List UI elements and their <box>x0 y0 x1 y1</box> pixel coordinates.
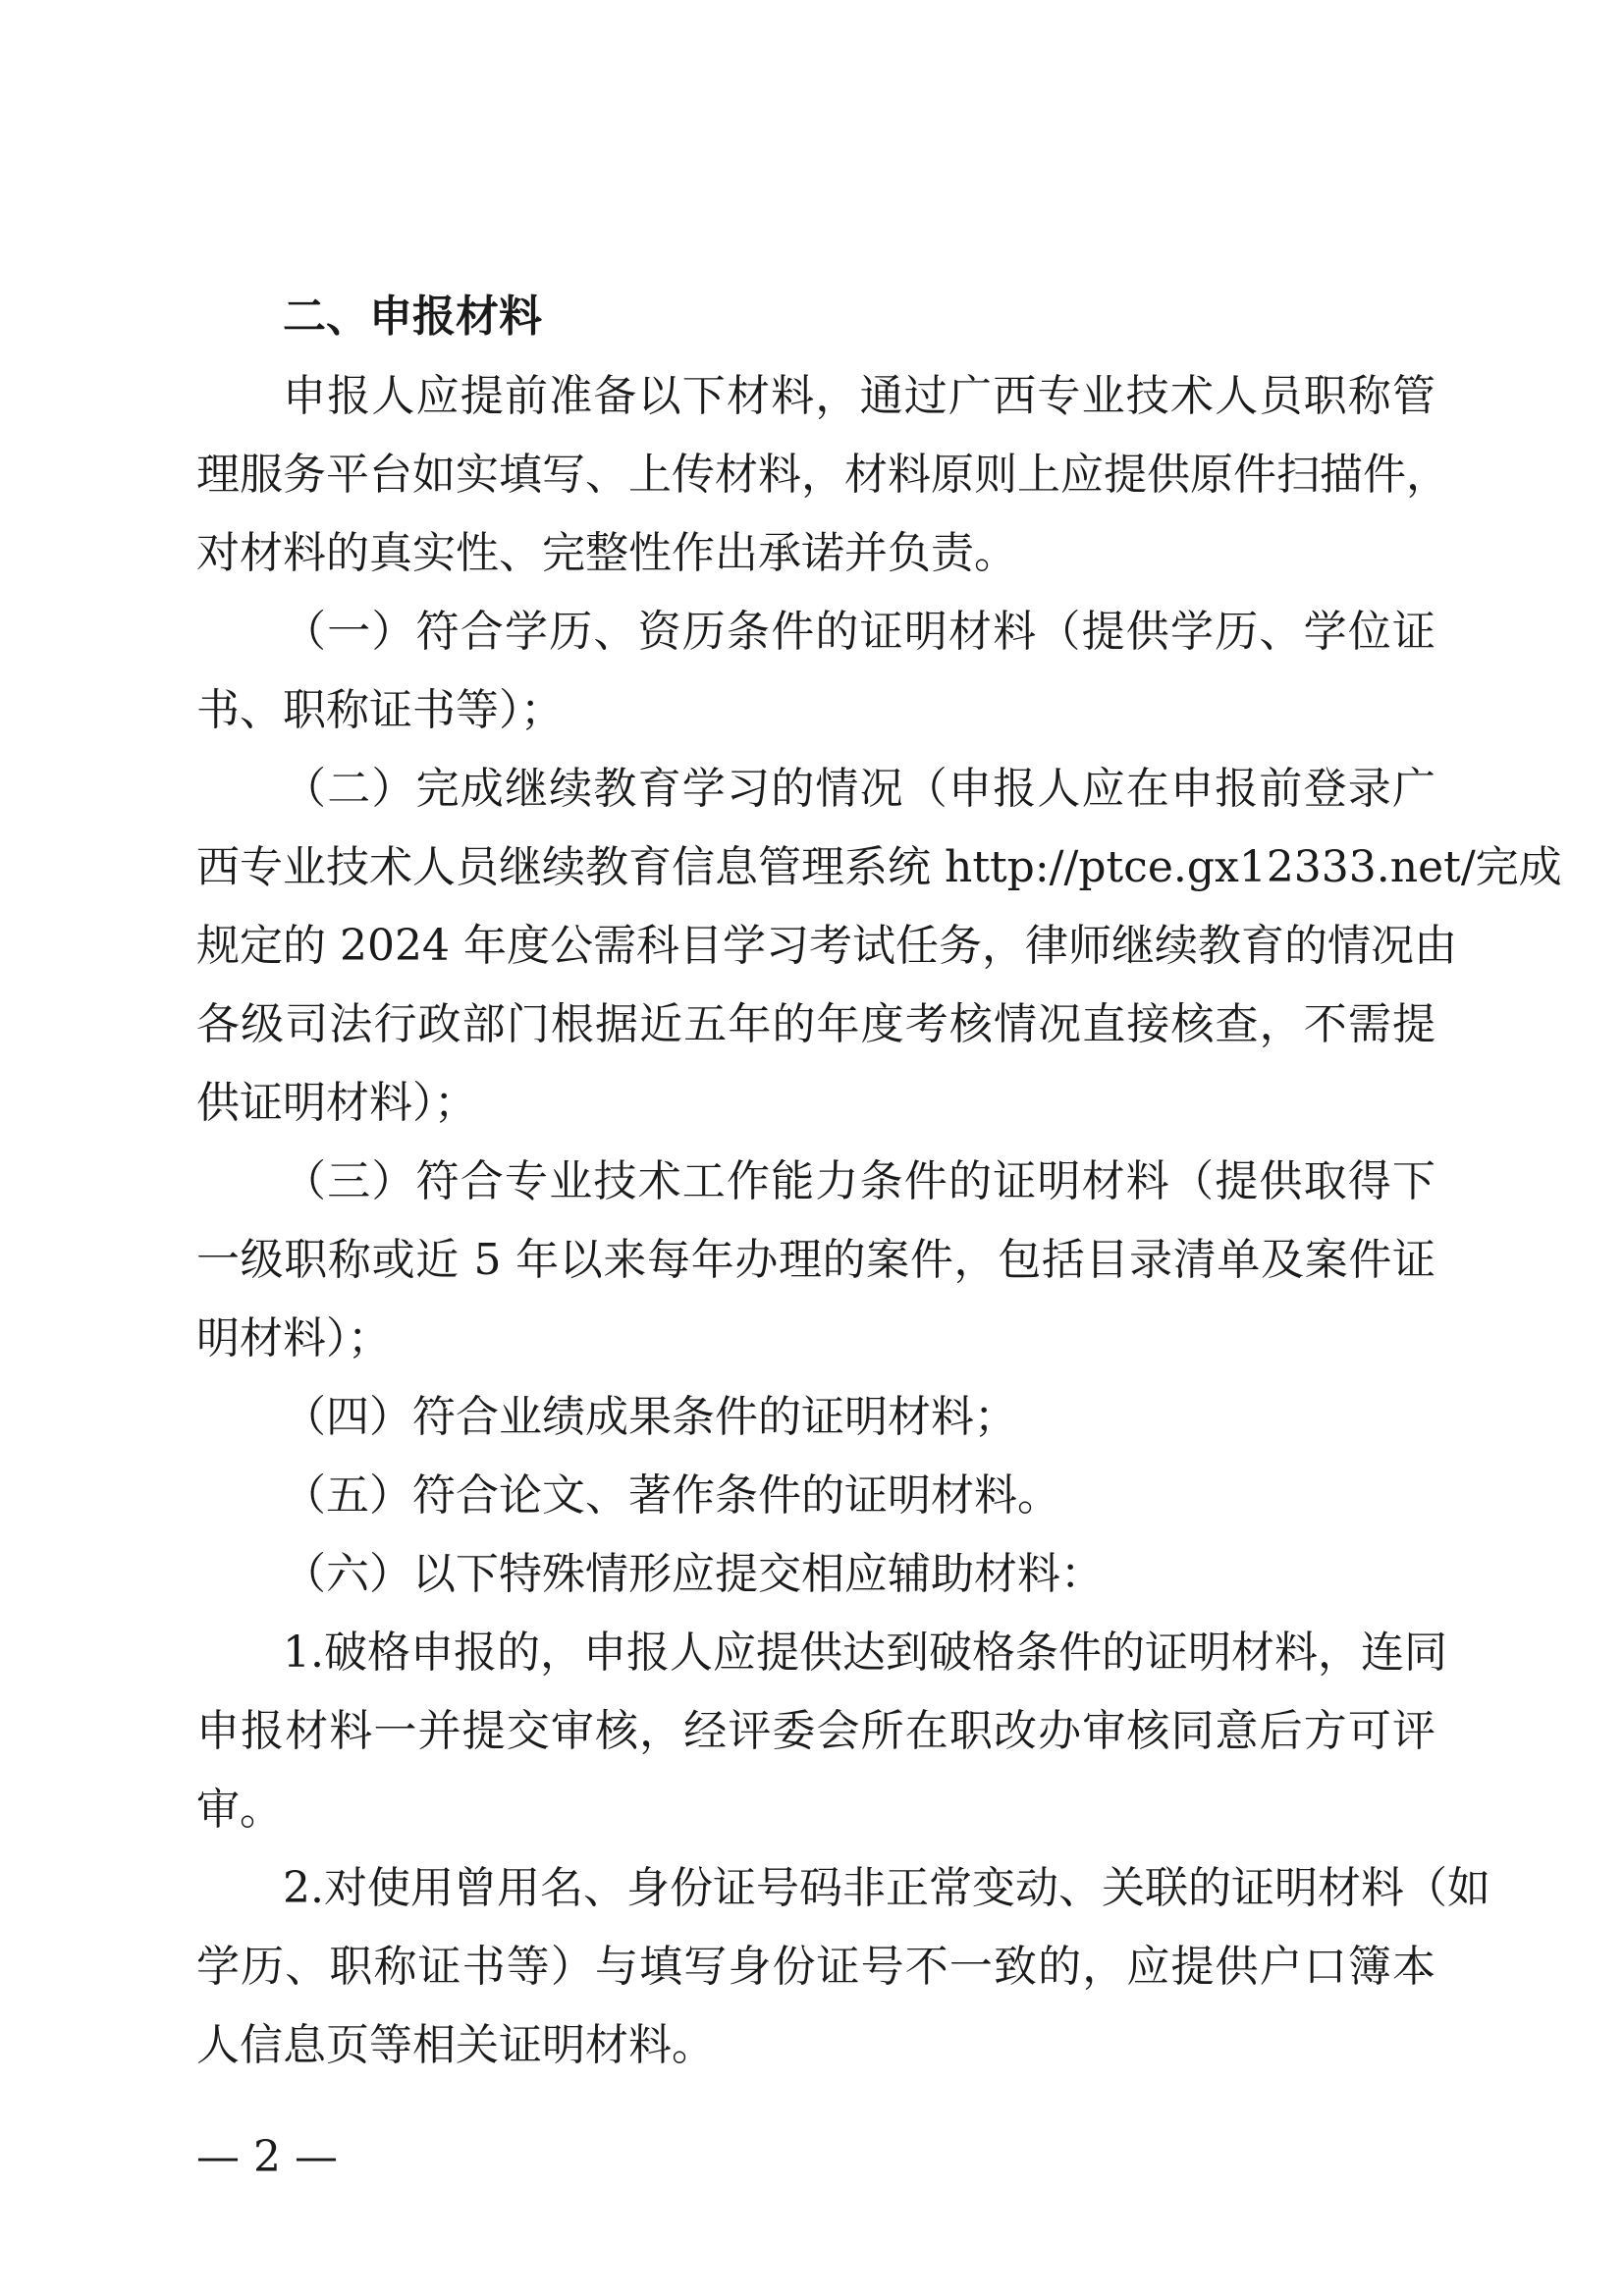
paragraph-line: （五）符合论文、著作条件的证明材料。 <box>283 1470 1060 1521</box>
paragraph-line: 1.破格申报的，申报人应提供达到破格条件的证明材料，连同 <box>283 1628 1447 1678</box>
paragraph-line: （四）符合业绩成果条件的证明材料； <box>283 1392 1017 1442</box>
paragraph-line: 人信息页等相关证明材料。 <box>196 2020 715 2070</box>
paragraph-line: 西专业技术人员继续教育信息管理系统 http://ptce.gx12333.net/完成 <box>196 842 1562 892</box>
paragraph-line: 审。 <box>196 1785 283 1835</box>
paragraph-line: 供证明材料）； <box>196 1078 477 1128</box>
paragraph-line: 规定的 2024 年度公需科目学习考试任务，律师继续教育的情况由 <box>196 921 1457 971</box>
section-heading: 二、申报材料 <box>283 292 542 342</box>
page-number: — 2 — <box>196 2132 338 2182</box>
paragraph-line: 明材料）； <box>196 1313 391 1363</box>
paragraph-line: 理服务平台如实填写、上传材料，材料原则上应提供原件扫描件， <box>196 450 1449 500</box>
paragraph-line: 各级司法行政部门根据近五年的年度考核情况直接核查，不需提 <box>196 999 1435 1049</box>
paragraph-line: 学历、职称证书等）与填写身份证号不一致的，应提供户口簿本 <box>196 1942 1435 1992</box>
paragraph-line: 申报人应提前准备以下材料，通过广西专业技术人员职称管 <box>283 371 1435 421</box>
paragraph-line: 一级职称或近 5 年以来每年办理的案件，包括目录清单及案件证 <box>196 1235 1435 1285</box>
paragraph-line: （六）以下特殊情形应提交相应辅助材料： <box>283 1549 1104 1599</box>
paragraph-line: （一）符合学历、资历条件的证明材料（提供学历、学位证 <box>283 607 1435 657</box>
paragraph-line: （二）完成继续教育学习的情况（申报人应在申报前登录广 <box>283 764 1435 814</box>
paragraph-line: 对材料的真实性、完整性作出承诺并负责。 <box>196 528 1017 578</box>
paragraph-line: 书、职称证书等）； <box>196 685 564 735</box>
paragraph-line: 2.对使用曾用名、身份证号码非正常变动、关联的证明材料（如 <box>283 1863 1490 1913</box>
paragraph-line: （三）符合专业技术工作能力条件的证明材料（提供取得下 <box>283 1156 1435 1206</box>
paragraph-line: 申报材料一并提交审核，经评委会所在职改办审核同意后方可评 <box>196 1706 1435 1756</box>
